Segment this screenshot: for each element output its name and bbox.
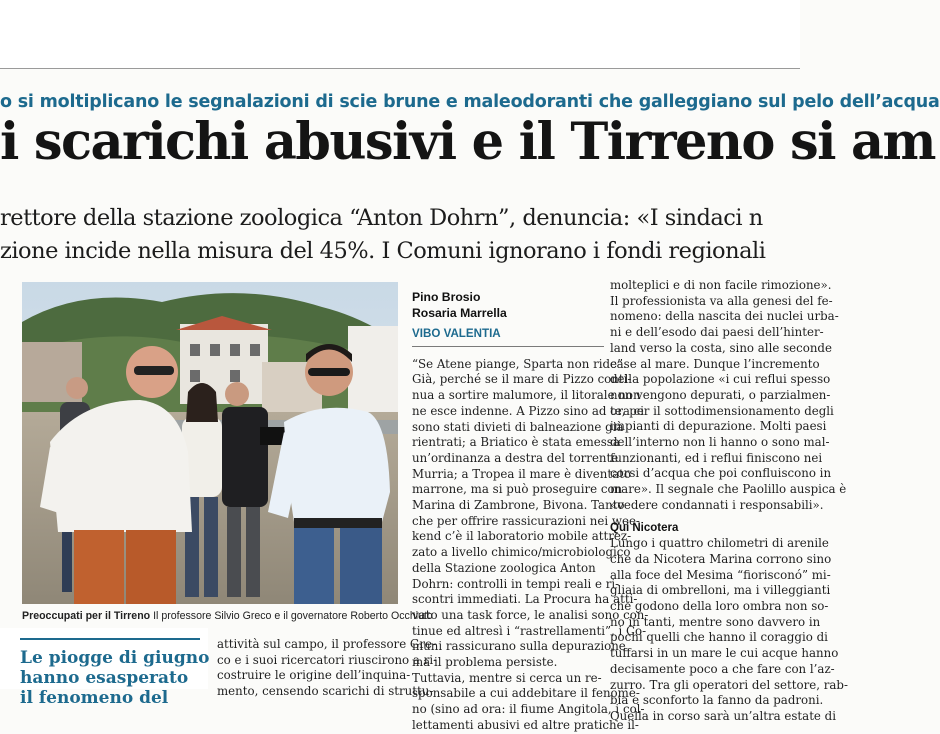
text-line: no in tanti, mentre sono davvero in bbox=[610, 614, 821, 629]
text-line: impianti di depurazione. Molti paesi bbox=[610, 419, 827, 434]
text-line: zurro. Tra gli operatori del settore, rab- bbox=[610, 677, 848, 692]
section-subhead: Qui Nicotera bbox=[610, 521, 679, 534]
text-line: alla foce del Mesima “fiorisconó” mi- bbox=[610, 567, 831, 582]
text-line: lettamenti abusivi ed altre pratiche il- bbox=[412, 717, 639, 732]
article-subheadline-line-1: rettore della stazione zoologica “Anton Dohrn”, denuncia: «I sindaci n bbox=[0, 205, 763, 231]
header-rule bbox=[0, 68, 800, 69]
text-line: land verso la costa, sino alle seconde bbox=[610, 340, 832, 355]
article-column-b bbox=[610, 278, 848, 725]
text-line: co e i suoi ricercatori riuscirono a ri- bbox=[217, 652, 438, 667]
text-line: corsi d’acqua che poi confluiscono in bbox=[610, 466, 832, 481]
byline-author-1: Pino Brosio bbox=[412, 290, 481, 304]
text-line: ma il problema persiste. bbox=[412, 655, 558, 670]
text-line: ni e dell’esodo dai paesi dell’hinter- bbox=[610, 325, 824, 340]
dateline-place: VIBO VALENTIA bbox=[412, 326, 604, 347]
text-line: della popolazione «i cui reflui spesso bbox=[610, 372, 831, 387]
text-line: che da Nicotera Marina corrono sino bbox=[610, 551, 832, 566]
text-line: Il professionista va alla genesi del fe- bbox=[610, 293, 833, 308]
text-line: case al mare. Dunque l’incremento bbox=[610, 356, 820, 371]
text-line: zato a livello chimico/microbiologico bbox=[412, 545, 631, 560]
text-line: te, per il sottodimensionamento degli bbox=[610, 403, 834, 418]
text-line: Già, perché se il mare di Pizzo conti- bbox=[412, 372, 632, 387]
article-headline: i scarichi abusivi e il Tirreno si am bbox=[0, 112, 935, 172]
photo-caption-bold: Preoccupati per il Tirreno bbox=[22, 610, 151, 622]
byline-author-2: Rosaria Marrella bbox=[412, 305, 507, 320]
text-line: muni rassicurano sulla depurazione bbox=[412, 639, 626, 654]
text-line: che godono della loro ombra non so- bbox=[610, 599, 829, 614]
text-line: decisamente poco a che fare con l’az- bbox=[610, 661, 835, 676]
text-line: vato una task force, le analisi sono con- bbox=[412, 607, 649, 622]
text-line: nua a sortire malumore, il litorale non bbox=[412, 388, 641, 403]
photo-caption bbox=[22, 610, 433, 622]
article-subheadline-line-2: zione incide nella misura del 45%. I Comuni ignorano i fondi regionali bbox=[0, 238, 766, 264]
text-line: mare». Il segnale che Paolillo auspica è bbox=[610, 482, 847, 497]
text-line: funzionanti, ed i reflui finiscono nei bbox=[610, 450, 823, 465]
text-line: attività sul campo, il professore Gre- bbox=[217, 637, 436, 651]
text-line: Marina di Zambrone, Bivona. Tanto bbox=[412, 498, 625, 513]
article-photo bbox=[22, 282, 398, 604]
text-line: sono stati divieti di balneazione già bbox=[412, 419, 624, 434]
sidebar-box-rule bbox=[20, 638, 200, 640]
text-line: mento, censendo scarichi di struttu- bbox=[217, 684, 434, 699]
text-line: Murria; a Tropea il mare è diventato bbox=[412, 466, 631, 481]
top-margin bbox=[0, 0, 800, 68]
text-line: bia e sconforto la fanno da padroni. bbox=[610, 693, 824, 708]
text-line: Tuttavia, mentre si cerca un re- bbox=[412, 670, 602, 685]
column-c-text bbox=[217, 637, 438, 700]
text-line: che per offrire rassicurazioni nei wee- bbox=[412, 513, 640, 528]
text-line: nomeno: della nascita dei nuclei urba- bbox=[610, 309, 839, 324]
text-line: no (sino ad ora: il fiume Angitola, i col- bbox=[412, 702, 645, 717]
column-b-text-part-1 bbox=[610, 278, 847, 514]
text-line: della Stazione zoologica Anton bbox=[412, 560, 596, 575]
text-line: gliaia di ombrelloni, ma i villeggianti bbox=[610, 583, 831, 598]
text-line: tuffarsi in un mare le cui acque hanno bbox=[610, 646, 839, 661]
text-line: sponsabile a cui addebitare il fenome- bbox=[412, 686, 640, 701]
text-line: rientrati; a Briatico è stata emessa bbox=[412, 435, 620, 450]
sidebar-headline-line: Le piogge di giugno bbox=[20, 648, 210, 668]
text-line: scontri immediati. La Procura ha atti- bbox=[412, 592, 638, 607]
text-line: «vedere condannati i responsabili». bbox=[610, 497, 824, 512]
photo-illustration bbox=[22, 282, 398, 604]
text-line: “Se Atene piange, Sparta non ride”. bbox=[412, 356, 627, 371]
text-line: molteplici e di non facile rimozione». bbox=[610, 278, 832, 292]
photo-caption-text: Il professore Silvio Greco e il governatore Roberto Occhiuto bbox=[150, 610, 433, 622]
article-kicker: o si moltiplicano le segnalazioni di scie brune e maleodoranti che galleggiano sul pelo dell’acqua bbox=[0, 92, 940, 112]
text-line: Lungo i quattro chilometri di arenile bbox=[610, 536, 829, 551]
article-column-c bbox=[217, 637, 438, 700]
sidebar-headline-line: il fenomeno del bbox=[20, 688, 169, 708]
text-line: pochi quelli che hanno il coraggio di bbox=[610, 630, 828, 645]
column-b-text-part-2 bbox=[610, 536, 848, 724]
text-line: dell’interno non li hanno o sono mal- bbox=[610, 435, 830, 450]
text-line: kend c’è il laboratorio mobile attrez- bbox=[412, 529, 632, 544]
text-line: non vengono depurati, o parzialmen- bbox=[610, 387, 831, 402]
text-line: ne esce indenne. A Pizzo sino ad ora ci bbox=[412, 403, 645, 418]
text-line: marrone, ma si può proseguire con bbox=[412, 482, 623, 497]
text-line: Quella in corso sarà un’altra estate di bbox=[610, 708, 836, 723]
text-line: costruire le origine dell’inquina- bbox=[217, 668, 411, 683]
text-line: un’ordinanza a destra del torrente bbox=[412, 450, 619, 465]
sidebar-headline bbox=[20, 648, 210, 708]
text-line: Dohrn: controlli in tempi reali e ri- bbox=[412, 576, 620, 591]
text-line: tinue ed altresì i “rastrellamenti”, i Co- bbox=[412, 623, 647, 638]
sidebar-headline-line: hanno esasperato bbox=[20, 668, 189, 688]
